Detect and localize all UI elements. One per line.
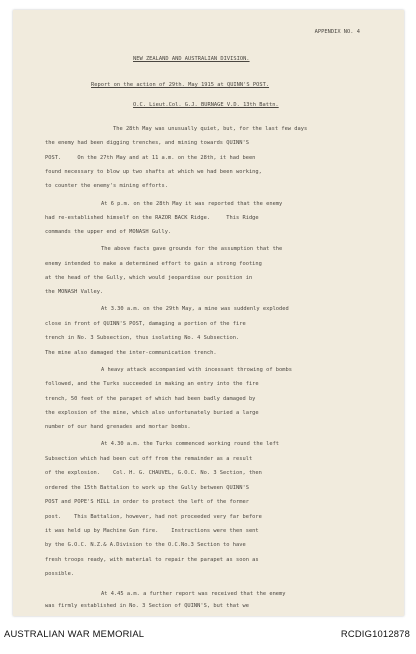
footer-record-id: RCDIG1012878	[340, 628, 410, 639]
text-line: number of our hand grenades and mortar bombs.	[45, 424, 191, 430]
text-line: post. This Battalion, however, had not proceeded very far before	[45, 514, 262, 520]
text-line: of the explosion. Col. H. G. CHAUVEL, G.O.C. No. 3 Section, then	[45, 470, 262, 476]
officer-line: O.C. Lieut.Col. G.J. BURNAGE V.D. 13th Battn.	[133, 102, 279, 108]
text-line: commands the upper end of MONASH Gully.	[45, 229, 172, 235]
footer	[0, 628, 416, 642]
appendix-label: APPENDIX NO. 4	[314, 29, 360, 35]
text-line: The mine also damaged the inter-communication trench.	[45, 350, 217, 356]
text-line: trench in No. 3 Subsection, thus isolating No. 4 Subsection.	[45, 335, 240, 341]
text-line: the enemy had been digging trenches, and mining towards QUINN'S	[45, 140, 249, 146]
text-line: A heavy attack accompanied with incessant throwing of bombs	[101, 367, 292, 373]
text-line: Subsection which had been cut off from the remainder as a result	[45, 456, 253, 462]
text-line: by the G.O.C. N.Z.& A.Division to the O.C.No.3 Section to have	[45, 542, 246, 548]
text-line: close in front of QUINN'S POST, damaging a portion of the fire	[45, 321, 246, 327]
text-line: to counter the enemy's mining efforts.	[45, 183, 169, 189]
footer-source: AUSTRALIAN WAR MEMORIAL	[4, 628, 145, 639]
text-line: fresh troops ready, with material to repair the parapet as soon as	[45, 557, 259, 563]
text-line: had re-established himself on the RAZOR BACK Ridge. This Ridge	[45, 215, 259, 221]
text-line: followed, and the Turks succeeded in making an entry into the fire	[45, 381, 259, 387]
text-line: found necessary to blow up two shafts at which we had been working,	[45, 169, 262, 175]
text-line: the explosion of the mine, which also unfortunately buried a large	[45, 410, 259, 416]
text-line: possible.	[45, 571, 75, 577]
document-title: NEW ZEALAND AND AUSTRALIAN DIVISION.	[133, 56, 250, 62]
document-subtitle: Report on the action of 29th. May 1915 at QUINN'S POST.	[91, 82, 270, 88]
text-line: The above facts gave grounds for the assumption that the	[101, 246, 283, 252]
text-line: enemy intended to make a determined effort to gain a strong footing	[45, 261, 262, 267]
text-line: POST. On the 27th May and at 11 a.m. on the 28th, it had been	[45, 155, 256, 161]
text-line: it was held up by Machine Gun fire. Instructions were then sent	[45, 528, 259, 534]
text-line: At 3.30 a.m. on the 29th May, a mine was suddenly exploded	[101, 306, 289, 312]
text-line: At 4.30 a.m. the Turks commenced working round the left	[101, 441, 280, 447]
text-line: trench, 50 feet of the parapet of which had been badly damaged by	[45, 396, 256, 402]
text-line: At 6 p.m. on the 28th May it was reported that the enemy	[101, 201, 283, 207]
text-line: was firmly established in No. 3 Section of QUINN'S, but that we	[45, 603, 249, 609]
document-page	[13, 10, 404, 616]
text-line: ordered the 15th Battalion to work up the Gully between QUINN'S	[45, 485, 249, 491]
text-line: At 4.45 a.m. a further report was received that the enemy	[101, 591, 286, 597]
text-line: The 28th May was unusually quiet, but, for the last few days	[113, 126, 308, 132]
text-line: at the head of the Gully, which would jeopardise our position in	[45, 275, 253, 281]
text-line: POST and POPE'S HILL in order to protect the left of the former	[45, 499, 249, 505]
text-line: the MONASH Valley.	[45, 289, 104, 295]
